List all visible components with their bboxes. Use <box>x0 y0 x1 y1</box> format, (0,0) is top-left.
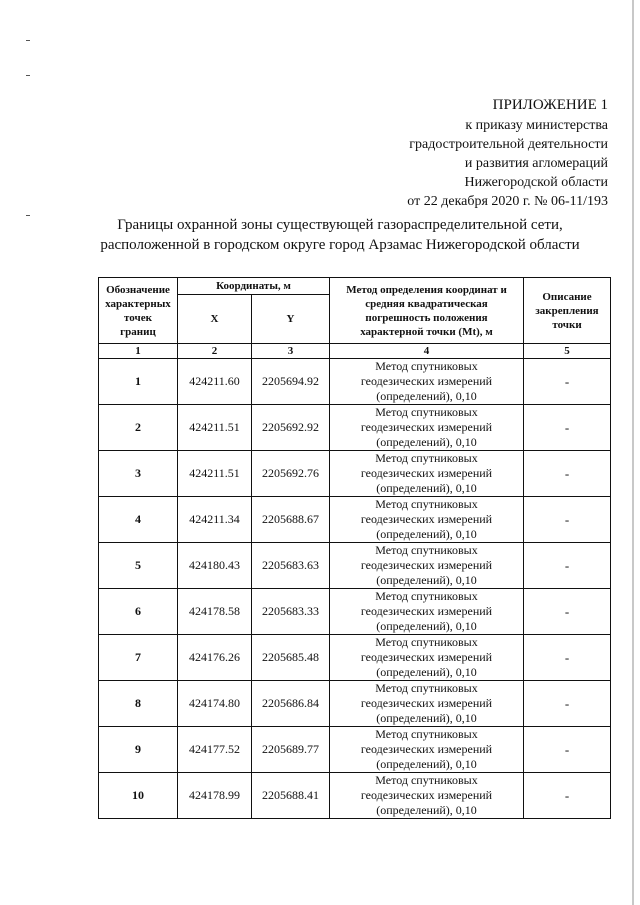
point-number: 2 <box>99 405 178 451</box>
agglomeration-line: и развития агломераций <box>464 156 608 171</box>
column-number: 4 <box>330 344 524 359</box>
x-coordinate: 424178.58 <box>178 589 252 635</box>
fixing-description: - <box>524 451 611 497</box>
y-coordinate: 2205692.76 <box>252 451 330 497</box>
y-coordinate: 2205692.92 <box>252 405 330 451</box>
table-row <box>99 497 611 543</box>
y-coordinate: 2205686.84 <box>252 681 330 727</box>
y-coordinate: 2205683.63 <box>252 543 330 589</box>
fixing-description-header: Описание закрепления точки <box>524 278 611 344</box>
page-edge-shadow <box>632 0 634 905</box>
point-number: 5 <box>99 543 178 589</box>
table-row <box>99 589 611 635</box>
point-number: 10 <box>99 773 178 819</box>
method-cell: Метод спутниковых геодезических измерений (определений), 0,10 <box>330 497 524 543</box>
y-coordinate: 2205688.41 <box>252 773 330 819</box>
x-coordinate: 424176.26 <box>178 635 252 681</box>
title-line-1: Границы охранной зоны существующей газораспределительной сети, <box>117 217 563 233</box>
x-coordinate: 424211.51 <box>178 451 252 497</box>
table-row <box>99 405 611 451</box>
x-coordinate: 424178.99 <box>178 773 252 819</box>
y-coordinate: 2205688.67 <box>252 497 330 543</box>
fixing-description: - <box>524 543 611 589</box>
x-header: X <box>178 295 252 344</box>
method-cell: Метод спутниковых геодезических измерений (определений), 0,10 <box>330 405 524 451</box>
fixing-description: - <box>524 497 611 543</box>
x-coordinate: 424180.43 <box>178 543 252 589</box>
fixing-description: - <box>524 727 611 773</box>
coordinates-table <box>98 277 611 819</box>
table-row <box>99 681 611 727</box>
document-title <box>60 215 620 255</box>
method-cell: Метод спутниковых геодезических измерений (определений), 0,10 <box>330 359 524 405</box>
fixing-description: - <box>524 359 611 405</box>
coordinates-header: Координаты, м <box>178 278 330 295</box>
table-row <box>99 451 611 497</box>
table-row <box>99 727 611 773</box>
order-line: к приказу министерства <box>465 118 608 133</box>
method-cell: Метод спутниковых геодезических измерений (определений), 0,10 <box>330 727 524 773</box>
fixing-description: - <box>524 635 611 681</box>
point-number: 3 <box>99 451 178 497</box>
y-coordinate: 2205694.92 <box>252 359 330 405</box>
fixing-description: - <box>524 589 611 635</box>
column-number: 1 <box>99 344 178 359</box>
title-line-2: расположенной в городском округе город Арзамас Нижегородской области <box>100 237 580 253</box>
column-number: 2 <box>178 344 252 359</box>
method-cell: Метод спутниковых геодезических измерений (определений), 0,10 <box>330 635 524 681</box>
column-number: 5 <box>524 344 611 359</box>
margin-mark <box>26 40 30 41</box>
column-number: 3 <box>252 344 330 359</box>
x-coordinate: 424211.60 <box>178 359 252 405</box>
y-header: Y <box>252 295 330 344</box>
x-coordinate: 424211.34 <box>178 497 252 543</box>
y-coordinate: 2205689.77 <box>252 727 330 773</box>
ministry-line: градостроительной деятельности <box>409 137 608 152</box>
method-header: Метод определения координат и средняя квадратическая погрешность положения характерной точки (Mt), м <box>330 278 524 344</box>
point-designation-header: Обозначение характерных точек границ <box>99 278 178 344</box>
fixing-description: - <box>524 405 611 451</box>
table-row <box>99 359 611 405</box>
x-coordinate: 424177.52 <box>178 727 252 773</box>
method-cell: Метод спутниковых геодезических измерений (определений), 0,10 <box>330 681 524 727</box>
point-number: 4 <box>99 497 178 543</box>
point-number: 9 <box>99 727 178 773</box>
fixing-description: - <box>524 773 611 819</box>
point-number: 6 <box>99 589 178 635</box>
point-number: 8 <box>99 681 178 727</box>
appendix-label: ПРИЛОЖЕНИЕ 1 <box>492 97 608 113</box>
method-cell: Метод спутниковых геодезических измерений (определений), 0,10 <box>330 543 524 589</box>
point-number: 1 <box>99 359 178 405</box>
method-cell: Метод спутниковых геодезических измерений (определений), 0,10 <box>330 451 524 497</box>
fixing-description: - <box>524 681 611 727</box>
method-cell: Метод спутниковых геодезических измерений (определений), 0,10 <box>330 773 524 819</box>
table-row <box>99 635 611 681</box>
x-coordinate: 424174.80 <box>178 681 252 727</box>
table-row <box>99 773 611 819</box>
point-number: 7 <box>99 635 178 681</box>
margin-mark <box>26 75 30 76</box>
order-date-line: от 22 декабря 2020 г. № 06-11/193 <box>407 194 608 209</box>
margin-mark <box>26 215 30 216</box>
table-row <box>99 543 611 589</box>
y-coordinate: 2205683.33 <box>252 589 330 635</box>
x-coordinate: 424211.51 <box>178 405 252 451</box>
method-cell: Метод спутниковых геодезических измерений (определений), 0,10 <box>330 589 524 635</box>
column-numbers-row <box>99 344 611 359</box>
appendix-header <box>407 96 608 211</box>
region-line: Нижегородской области <box>464 175 608 190</box>
y-coordinate: 2205685.48 <box>252 635 330 681</box>
